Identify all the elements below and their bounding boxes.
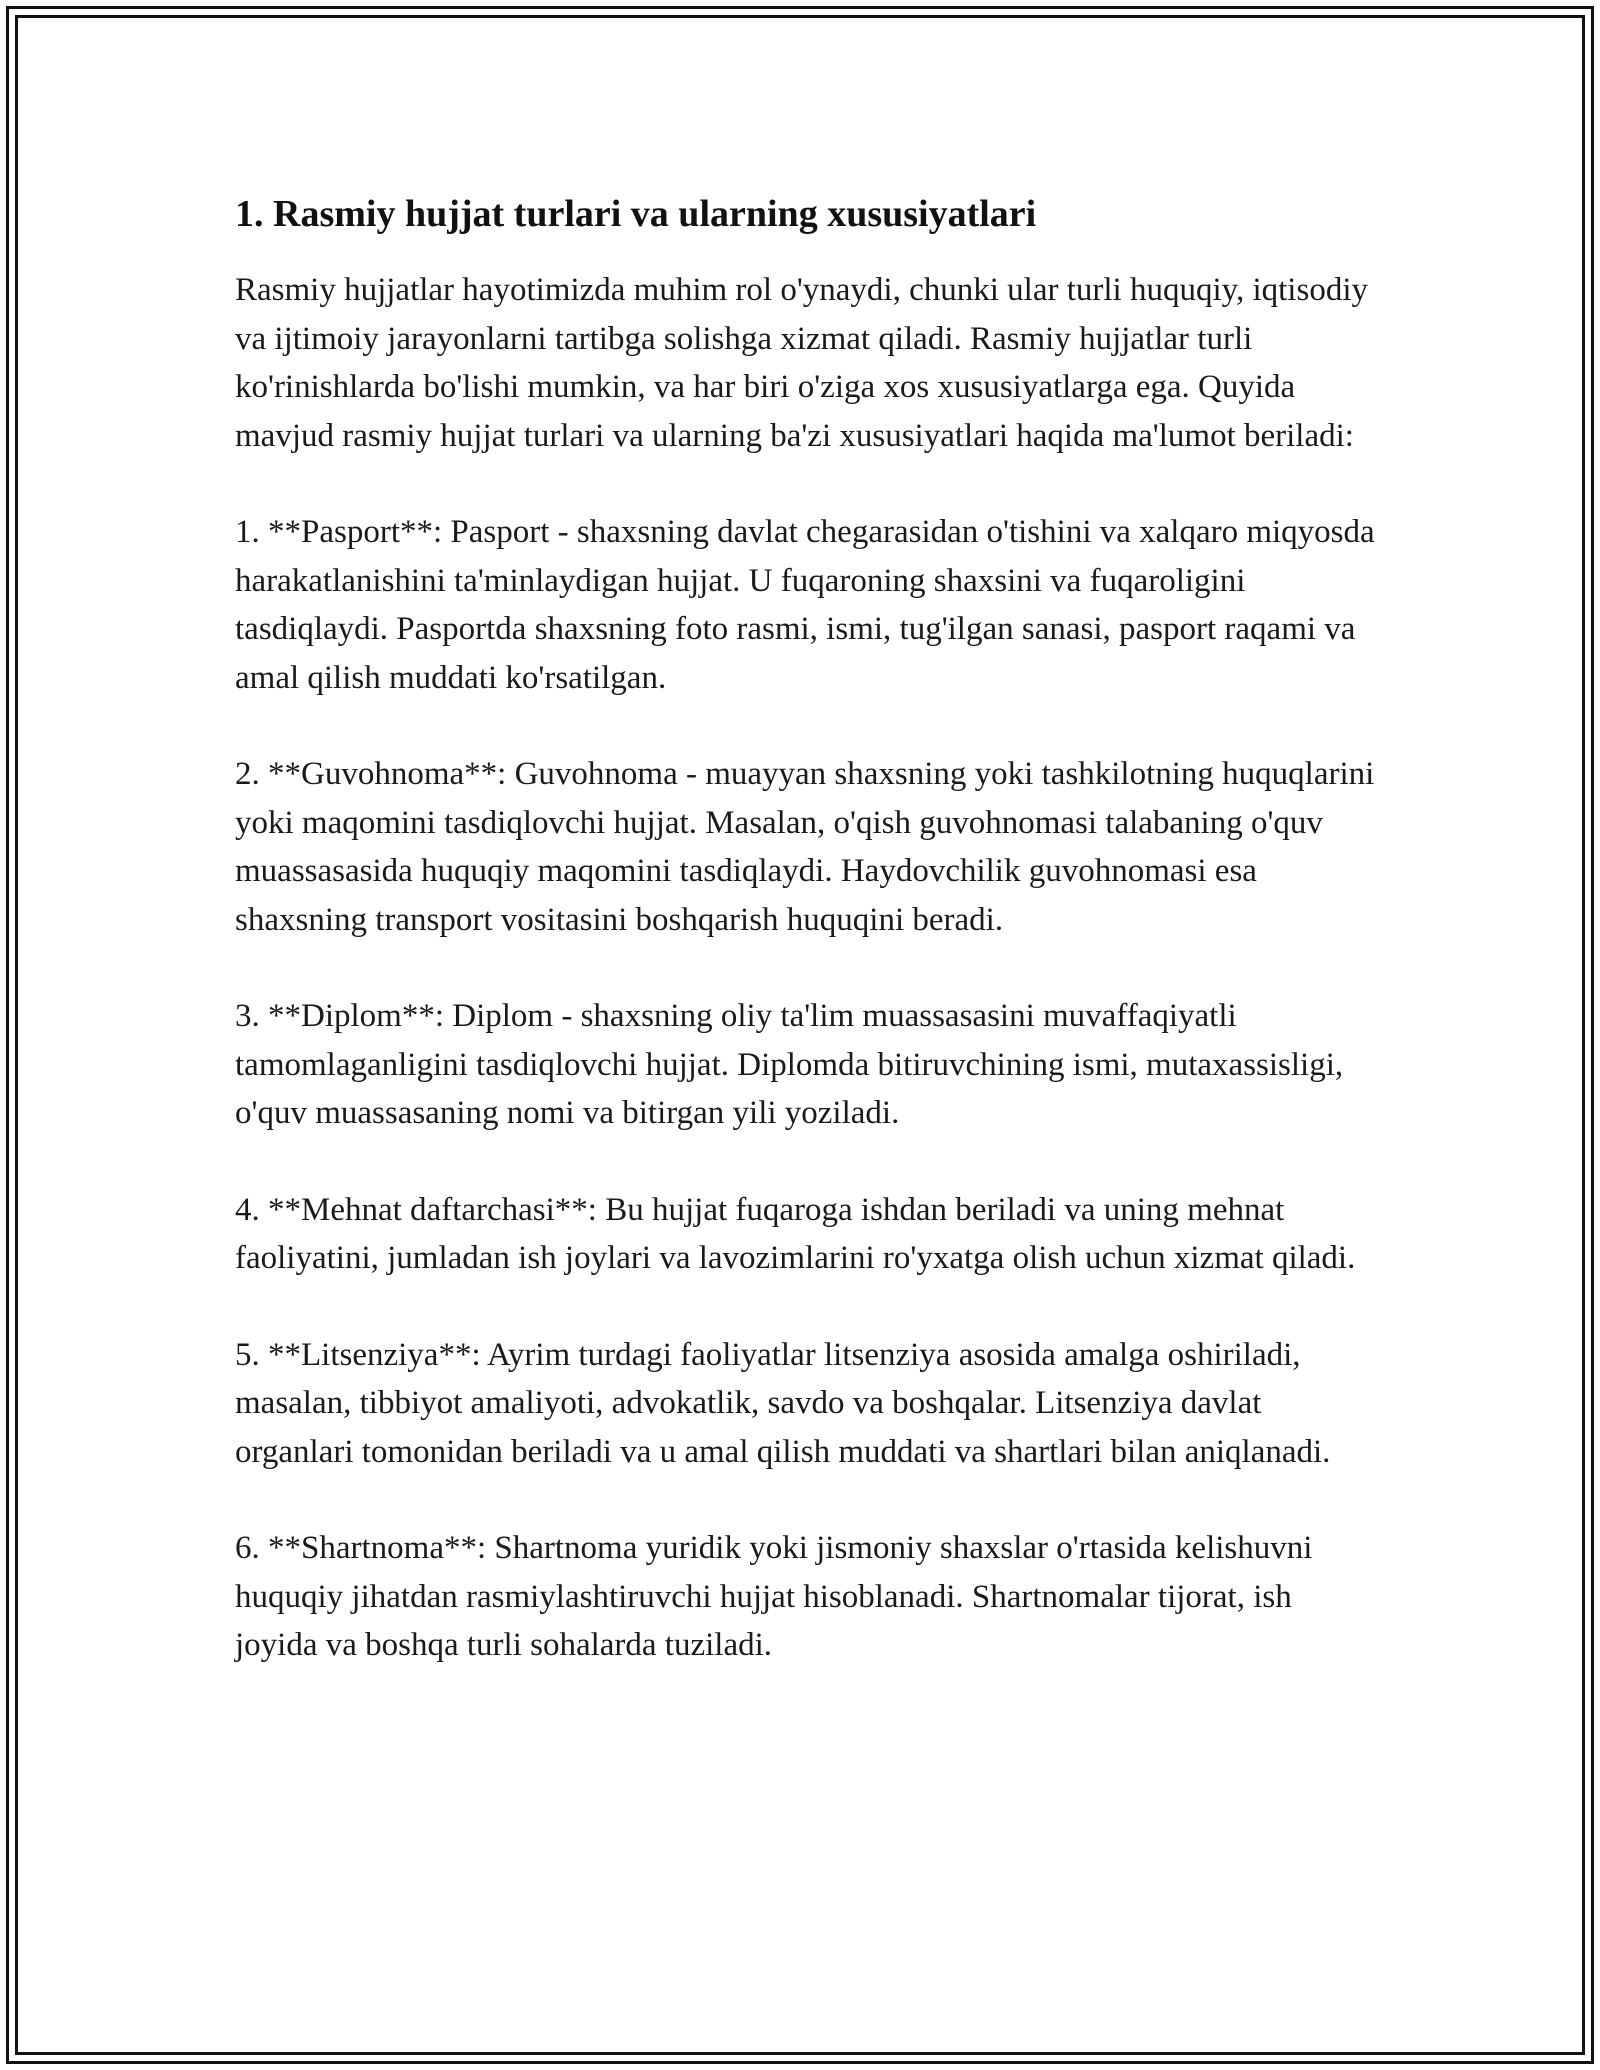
document-body <box>235 190 1375 1718</box>
list-item-diplom: 3. **Diplom**: Diplom - shaxsning oliy ta'lim muassasasini muvaffaqiyatli tamomlaganligini tasdiqlovchi hujjat. Diplomda bitiruvchining ismi, mutaxassisligi, o'quv muassasaning nomi va bitirgan yili yoziladi. <box>235 998 1344 1131</box>
intro-paragraph: Rasmiy hujjatlar hayotimizda muhim rol o'ynaydi, chunki ular turli huquqiy, iqtisodiy va ijtimoiy jarayonlarni tartibga solishga xizmat qiladi. Rasmiy hujjatlar turli ko'rinishlarda bo'lishi mumkin, va har biri o'ziga xos xususiyatlarga ega. Quyida mavjud rasmiy hujjat turlari va ularning ba'zi xususiyatlari haqida ma'lumot beriladi: <box>235 272 1368 454</box>
list-item-litsenziya: 5. **Litsenziya**: Ayrim turdagi faoliyatlar litsenziya asosida amalga oshiriladi, masalan, tibbiyot amaliyoti, advokatlik, savdo va boshqalar. Litsenziya davlat organlari tomonidan beriladi va u amal qilish muddati va shartlari bilan aniqlanadi. <box>235 1336 1331 1470</box>
list-item-mehnat-daftarchasi: 4. **Mehnat daftarchasi**: Bu hujjat fuqaroga ishdan beriladi va uning mehnat faoliyatini, jumladan ish joylari va lavozimlarini ro'yxatga olish uchun xizmat qiladi. <box>235 1191 1356 1276</box>
list-item-shartnoma: 6. **Shartnoma**: Shartnoma yuridik yoki jismoniy shaxslar o'rtasida kelishuvni huquqiy jihatdan rasmiylashtiruvchi hujjat hisoblanadi. Shartnomalar tijorat, ish joyida va boshqa turli sohalarda tuziladi. <box>235 1530 1313 1663</box>
list-item-pasport: 1. **Pasport**: Pasport - shaxsning davlat chegarasidan o'tishini va xalqaro miqyosda harakatlanishini ta'minlaydigan hujjat. U fuqaroning shaxsini va fuqaroligini tasdiqlaydi. Pasportda shaxsning foto rasmi, ismi, tug'ilgan sanasi, pasport raqami va amal qilish muddati ko'rsatilgan. <box>235 514 1375 696</box>
list-item-guvohnoma: 2. **Guvohnoma**: Guvohnoma - muayyan shaxsning yoki tashkilotning huquqlarini yoki maqomini tasdiqlovchi hujjat. Masalan, o'qish guvohnomasi talabaning o'quv muassasasida huquqiy maqomini tasdiqlaydi. Haydovchilik guvohnomasi esa shaxsning transport vositasini boshqarish huquqini beradi. <box>235 756 1375 938</box>
document-title: 1. Rasmiy hujjat turlari va ularning xususiyatlari <box>235 193 1037 235</box>
